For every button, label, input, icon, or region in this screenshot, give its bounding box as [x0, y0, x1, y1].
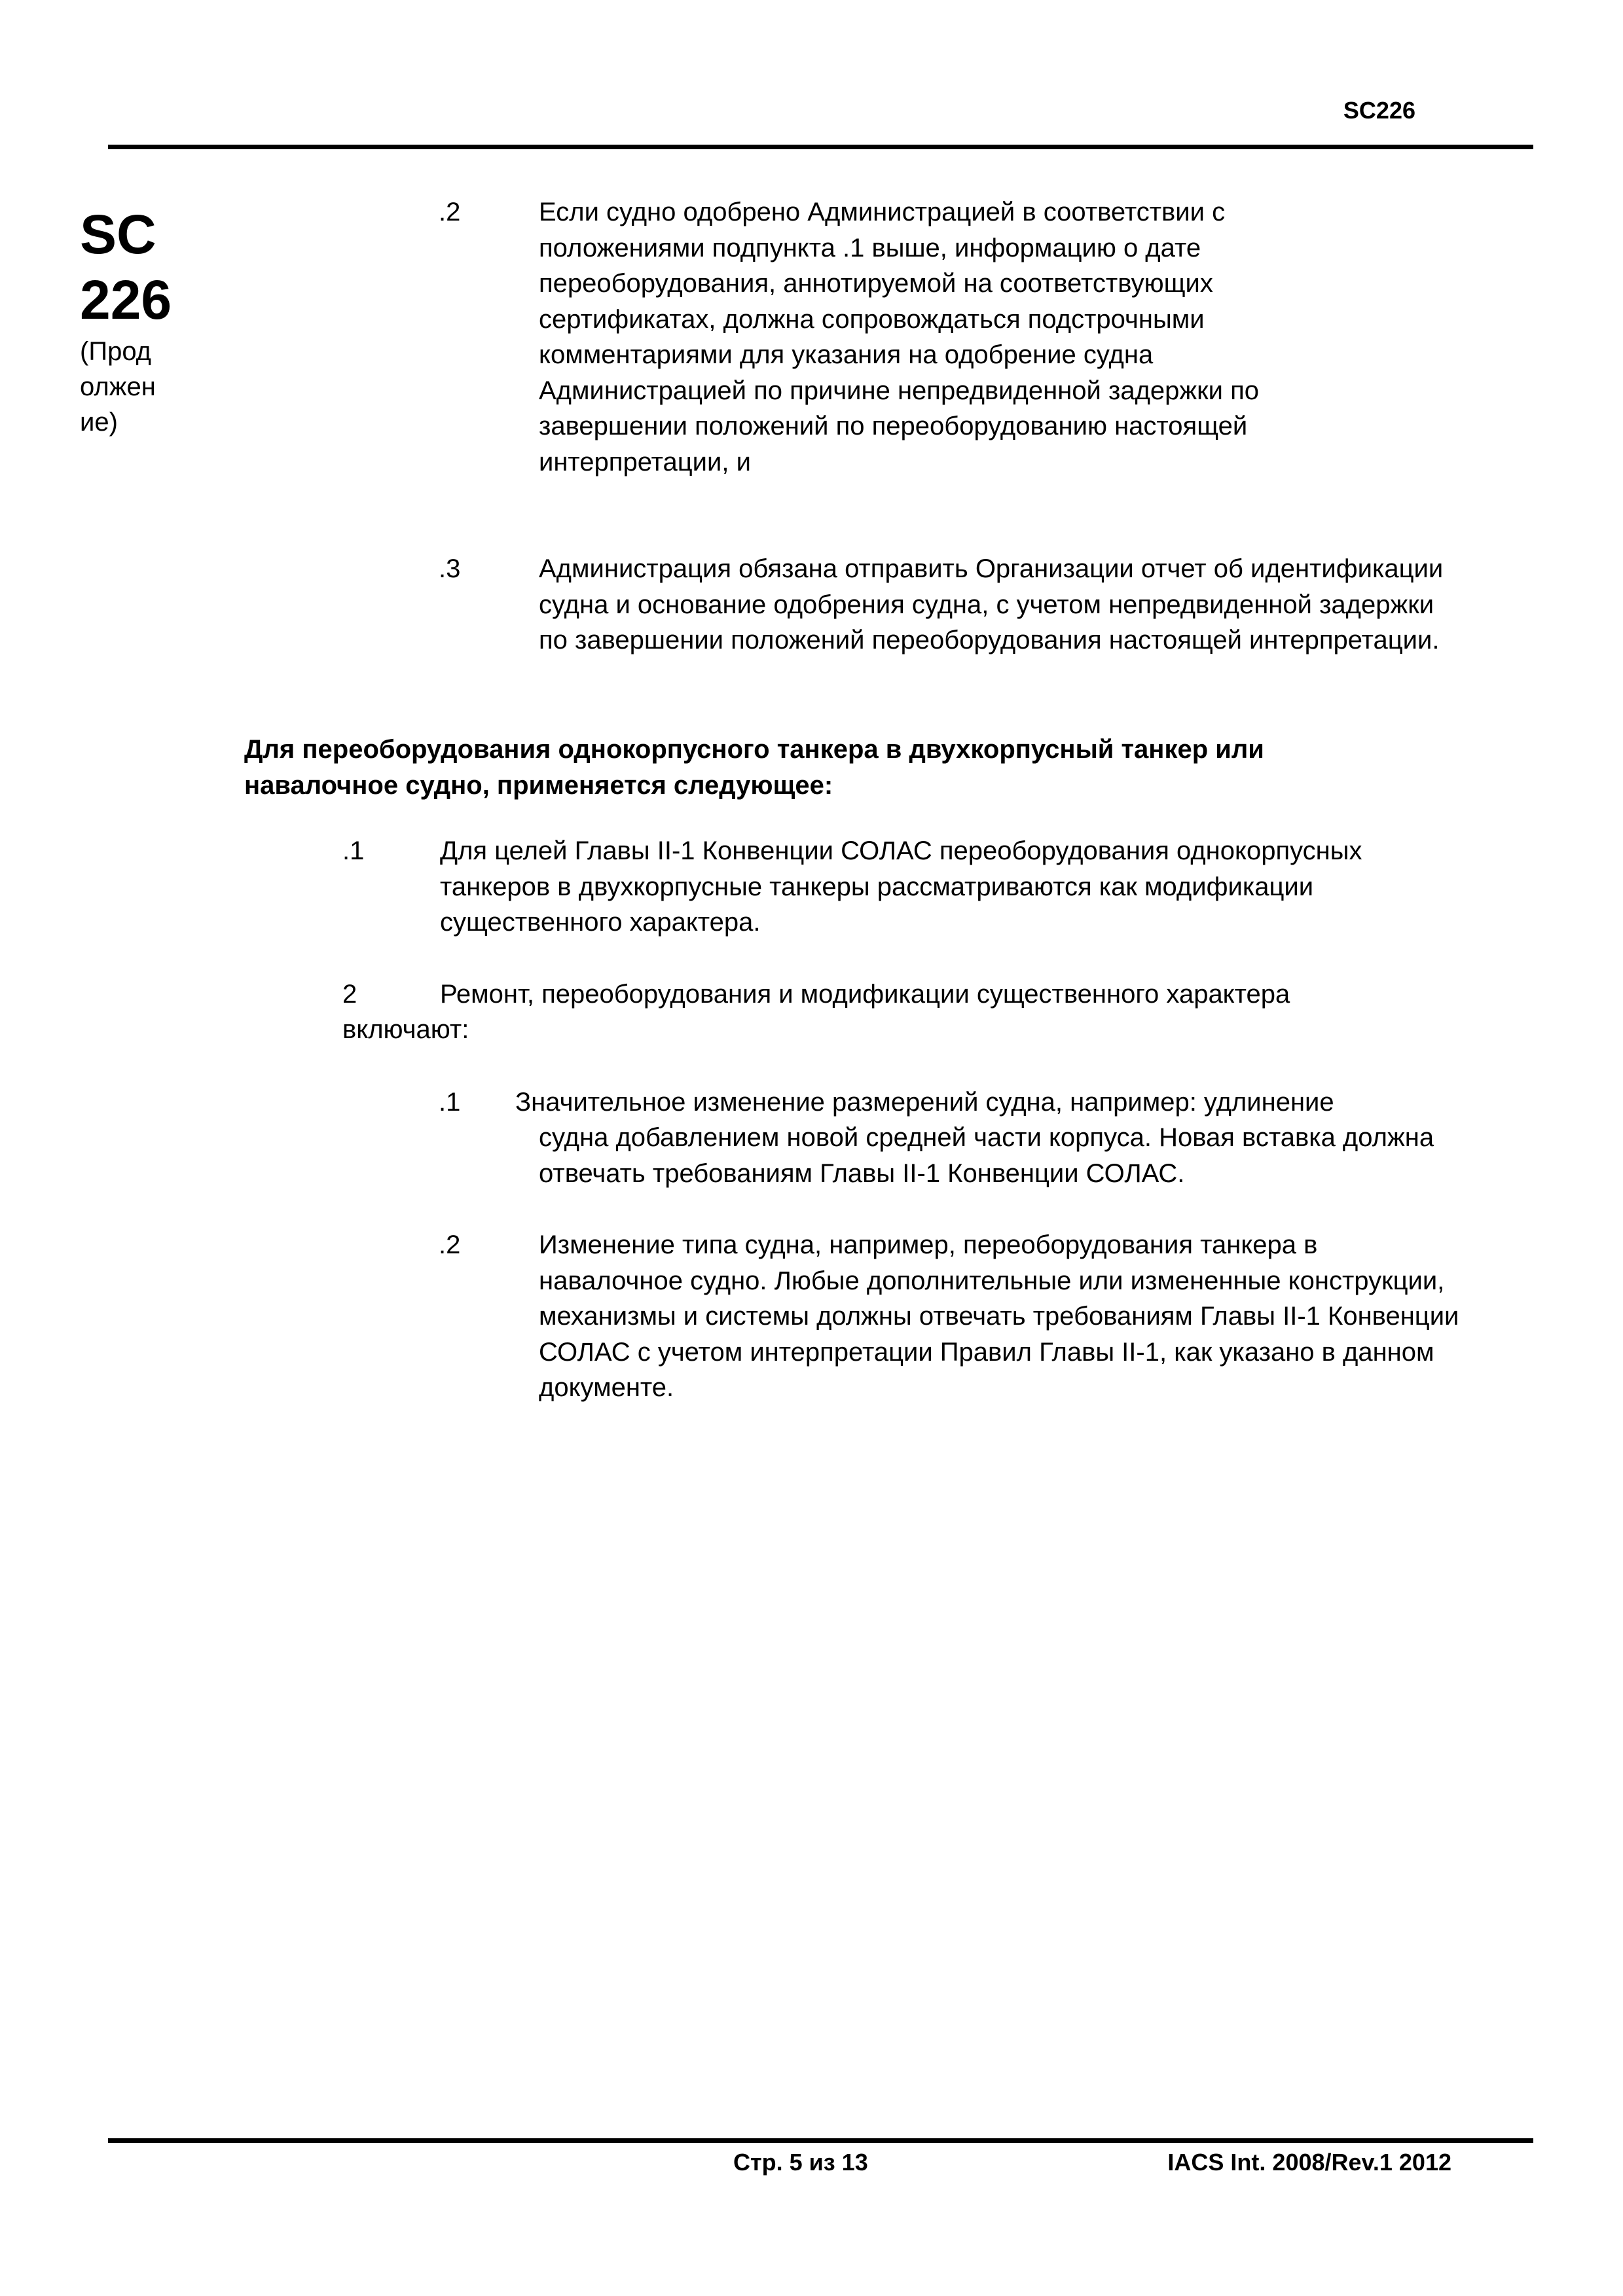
sub1-rest: судна добавлением новой средней части корпуса. Новая вставка должна отвечать требованиям Главы II-1 Конвенции СОЛАС.: [539, 1123, 1434, 1188]
item2-number: .2: [439, 198, 461, 226]
p2-number: 2: [342, 980, 357, 1009]
section-heading: Для переоборудования однокорпусного танкера в двухкорпусный танкер или навалочное судно, применяется следующее:: [244, 735, 1264, 800]
p1-text: Для целей Главы II-1 Конвенции СОЛАС переоборудования однокорпусных танкеров в двухкорпусные танкеры рассматриваются как модификации существенного характера.: [440, 836, 1362, 937]
sub2-number: .2: [439, 1230, 461, 1259]
footer-rule: [108, 2138, 1533, 2143]
p2-continuation: включают:: [342, 1015, 469, 1044]
header-rule: [108, 145, 1533, 149]
header-code: SC226: [1343, 97, 1415, 124]
item3-number: .3: [439, 554, 461, 583]
sub1-line1: Значительное изменение размерений судна, например: удлинение: [515, 1088, 1334, 1117]
sidebar-sc: SC: [80, 204, 156, 265]
item3-text: Администрация обязана отправить Организации отчет об идентификации судна и основание одобрения судна, с учетом непредвиденной задержки по завершении положений переоборудования настоящей интерпретации.: [539, 554, 1444, 655]
footer-page-number: Стр. 5 из 13: [733, 2149, 868, 2176]
sub1-number: .1: [439, 1088, 461, 1117]
footer-document-code: IACS Int. 2008/Rev.1 2012: [1167, 2149, 1451, 2176]
sidebar-continued: (Прод олжен ие): [80, 337, 156, 437]
p1-number: .1: [342, 836, 365, 865]
sub2-text: Изменение типа судна, например, переоборудования танкера в навалочное судно. Любые дополнительные или измененные конструкции, механизмы и системы должны отвечать требованиям Главы II-1 Конвенции СОЛАС с учетом интерпретации Правил Главы II-1, как указано в данном документе.: [539, 1230, 1459, 1402]
sidebar-number: 226: [80, 269, 172, 331]
p2-text: Ремонт, переоборудования и модификации существенного характера: [440, 980, 1290, 1009]
item2-text: Если судно одобрено Администрацией в соответствии с положениями подпункта .1 выше, информацию о дате переоборудования, аннотируемой на соответствующих сертификатах, должна сопровождаться подстрочными комментариями для указания на одобрение судна Администрацией по причине непредвиденной задержки по завершении положений по переоборудованию настоящей интерпретации, и: [539, 198, 1260, 476]
